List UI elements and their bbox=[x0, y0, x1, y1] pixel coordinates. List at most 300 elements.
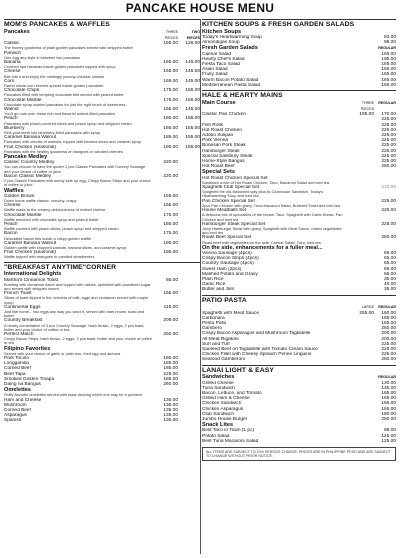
item-price-1: 185.00 bbox=[163, 135, 178, 141]
item-name: Grilled Cheese bbox=[202, 380, 234, 386]
item-description: Bite into it and enjoy the meltingly yummy cheddar cheese bbox=[4, 73, 105, 79]
item-price-2: 195.00 bbox=[381, 56, 396, 62]
item-name: Fish Rolls bbox=[202, 122, 224, 128]
item-price-2: 155.00 bbox=[185, 135, 200, 141]
item-description: Waffle made to the creamy deliciousness of melted cheese bbox=[4, 207, 106, 213]
item-price-2: 200.00 bbox=[381, 336, 396, 342]
item-description: Slices of toast dipped in the richness of milk, eggs and cinnamon served with maple syrup bbox=[4, 295, 149, 305]
item-name: All-Meat Rigatoni bbox=[202, 336, 239, 342]
item-description: Pancakes with chunks of walnuts, topped with banana slices and caramel syrup bbox=[4, 139, 142, 145]
item-name: Carbonara bbox=[202, 315, 225, 321]
item-name: Ham and Cheese bbox=[4, 397, 42, 403]
item-name: Corned Beef bbox=[4, 366, 31, 372]
item-name: Beef Tapa bbox=[4, 371, 26, 377]
group-title: On the side, enhancements for a fuller meal... bbox=[202, 244, 323, 251]
item-price-1: 185.00 bbox=[163, 250, 178, 256]
item-price-2: 225.00 bbox=[381, 117, 396, 123]
item-price-2: 145.00 bbox=[185, 78, 200, 84]
item-price-1 bbox=[350, 287, 374, 292]
item-price-1: 165.00 bbox=[163, 78, 178, 84]
item-name: Fiesta Taco Salad bbox=[202, 62, 241, 68]
menu-item bbox=[202, 439, 396, 444]
item-price-1 bbox=[350, 235, 374, 240]
item-price-1: 155.00 bbox=[163, 41, 178, 47]
item-description: Down home waffle classic, crunchy, crispy bbox=[4, 197, 77, 203]
item-price-1: 185.00 bbox=[163, 366, 178, 372]
item-name: Plain Rice bbox=[202, 276, 224, 282]
item-name: Surf and Turf bbox=[202, 341, 230, 347]
item-name: Classic bbox=[4, 41, 20, 47]
item-name: Hamburger Steak bbox=[202, 148, 240, 154]
item-price-2: 165.00 bbox=[381, 320, 396, 326]
item-price-2: 225.00 bbox=[381, 127, 396, 133]
column-header-2: REGULAR bbox=[378, 375, 396, 380]
group-title: Pancakes bbox=[4, 28, 30, 35]
item-price-2 bbox=[374, 176, 396, 181]
item-name: Caesar Salad bbox=[202, 51, 232, 57]
item-price-2: 225.00 bbox=[381, 153, 396, 159]
column-header-2: REGULAR bbox=[378, 305, 396, 310]
group-title: International Delights bbox=[4, 271, 62, 278]
item-price-1: 185.00 bbox=[163, 221, 178, 227]
item-price-2 bbox=[178, 222, 200, 227]
item-price-2: 98.00 bbox=[383, 40, 396, 46]
item-name: Best Taco in Town (1 pc) bbox=[202, 428, 255, 434]
item-price-2: 65.00 bbox=[383, 256, 396, 262]
item-price-2: 145.00 bbox=[185, 60, 200, 66]
item-name: Today's Heartwarming Soup bbox=[202, 35, 262, 40]
item-price-2: 165.00 bbox=[381, 77, 396, 83]
item-description: Crushed ripe bananas inside golden pancakes topped with syrup bbox=[4, 64, 116, 70]
item-name: Hot Roast Beef bbox=[202, 164, 235, 170]
item-price-2: 165.00 bbox=[381, 401, 396, 407]
section-title: KITCHEN SOUPS & FRESH GARDEN SALADS bbox=[202, 21, 355, 28]
item-name: Caramel Banana Walnut bbox=[4, 240, 57, 246]
item-price-2: 130.00 bbox=[381, 380, 396, 386]
item-name: Special Salisbury Steak bbox=[202, 153, 253, 159]
item-price-2: 155.00 bbox=[185, 97, 200, 103]
column-header-2 bbox=[178, 387, 200, 393]
section-title: PATIO PASTA bbox=[202, 296, 247, 304]
item-price-2: 83.00 bbox=[383, 35, 396, 40]
item-name: Hot Roast Chicken bbox=[202, 127, 242, 133]
item-price-2: 65.00 bbox=[383, 266, 396, 272]
item-price-2: 98.00 bbox=[383, 428, 396, 434]
item-price-2 bbox=[178, 203, 200, 208]
item-price-1: 220.00 bbox=[163, 160, 178, 166]
item-description: Roast beef with vegetables on the side, Caesar Salad, Taco, iced tea bbox=[202, 239, 321, 245]
group-title: Waffles bbox=[4, 187, 24, 194]
item-description: Spaghetti the old-fashioned way plus its Clubhouse Sandwich, Today's Heartwarming Soup and iced tea bbox=[202, 189, 324, 199]
item-price-2: 165.00 bbox=[381, 72, 396, 78]
item-description: Just like home... two eggs any way you want it, served with ham brown, toast and butter bbox=[4, 308, 145, 319]
item-description: Pancakes with peach-covered slices and peach syrup and whipped cream bbox=[4, 120, 132, 126]
item-price-2: 210.00 bbox=[381, 185, 396, 191]
item-price-1: 115.00 bbox=[163, 304, 178, 310]
item-name: Mediterranean Pasta Salad bbox=[202, 82, 261, 88]
item-name: Vienna Sausage (4pcs) bbox=[202, 250, 252, 256]
item-price-2: 165.00 bbox=[381, 51, 396, 57]
item-description: Sweet whole corn kernels spread inside golden pancakes bbox=[4, 83, 104, 89]
section-title: HALE & HEARTY MAINS bbox=[202, 92, 283, 100]
item-price-1: 135.00 bbox=[163, 397, 178, 403]
group-title: Omelettes bbox=[4, 387, 32, 394]
column-header-1: THREE PIECES bbox=[164, 29, 178, 40]
item-price-2: 260.00 bbox=[381, 326, 396, 332]
item-description: Fluffy flavorful omelettes served with toast-decking which one may be a problem bbox=[4, 392, 142, 398]
item-price-2 bbox=[178, 51, 200, 56]
item-price-1: 185.00 bbox=[163, 361, 178, 367]
item-price-1: 165.00 bbox=[163, 291, 178, 297]
item-description: A hearty combination of 3 pcs Country Sausage, hash brown, 2 eggs, 2 pcs toast, butter and your choice of coffee or tea bbox=[4, 322, 145, 332]
item-name: Pork Tocino bbox=[4, 356, 29, 361]
item-description: The homey goodness of plain golden pancakes served with whipped butter bbox=[4, 45, 133, 51]
menu-section bbox=[202, 90, 396, 293]
item-price-1: 135.00 bbox=[163, 402, 178, 408]
item-price-2 bbox=[178, 332, 200, 337]
item-name: Country Breakfast bbox=[4, 318, 43, 324]
item-description: A delicious mix of specialties of the house: Taco, Spaghetti with Garlic Bread, Pan Chicken and iced tea bbox=[202, 212, 343, 222]
item-name: Pesto Pollo bbox=[202, 320, 227, 326]
item-price-2 bbox=[178, 291, 200, 296]
item-name: Crispy Bacon Asparagus and Mushroom Tagliatelle bbox=[202, 331, 311, 337]
section-title: "BREAKFAST ANYTIME"CORNER bbox=[4, 263, 117, 271]
item-price-2 bbox=[178, 305, 200, 310]
item-name: Warm Bacon Potato Salad bbox=[202, 77, 259, 83]
item-price-2: 128.00 bbox=[185, 41, 200, 47]
item-price-1: 220.00 bbox=[163, 173, 178, 179]
item-price-2: 125.00 bbox=[381, 433, 396, 439]
item-name: Mushroom bbox=[4, 402, 27, 408]
item-description: Juicy Hamburger Steak with gravy, Spaghetti with Meat Sauce, mixed vegetables and iced tea bbox=[202, 225, 342, 236]
item-name: Best Tuna Macaroni Salad bbox=[202, 438, 259, 444]
item-name: Longganisa bbox=[4, 361, 29, 367]
group-title: Pancake Medley bbox=[4, 154, 48, 161]
item-description: Sink your teeth into blueberry-filled pancakes with syrup bbox=[4, 130, 101, 136]
column-header-1 bbox=[154, 346, 178, 352]
item-description: Pancakes filled with tempting chocolate bits served with peanut butter bbox=[4, 92, 124, 98]
item-price-1: 135.00 bbox=[163, 413, 178, 419]
item-price-2: 225.00 bbox=[381, 148, 396, 154]
menu-item bbox=[202, 357, 396, 362]
item-description: You'll go nuts over these rich and flavorful walnut-filled pancakes bbox=[4, 111, 116, 117]
item-name: Chocolate Marble bbox=[4, 97, 42, 103]
item-price-2: 165.00 bbox=[381, 82, 396, 88]
item-name: Club Sandwich bbox=[202, 411, 234, 417]
item-price-2: 40.00 bbox=[383, 282, 396, 288]
item-name: Home-Style Bangus bbox=[202, 159, 245, 165]
item-name: Potato Salad bbox=[202, 433, 230, 439]
item-name: Asian Salad bbox=[202, 67, 228, 73]
item-price-1 bbox=[350, 439, 374, 444]
item-price-2: 225.00 bbox=[381, 143, 396, 149]
menu-section bbox=[202, 295, 396, 363]
item-price-1: 208.00 bbox=[163, 318, 178, 324]
item-price-2: 155.00 bbox=[185, 88, 200, 94]
item-price-1: 195.00 bbox=[359, 112, 374, 118]
item-price-2: 135.00 bbox=[381, 385, 396, 391]
menu-section bbox=[4, 262, 200, 424]
item-price-1: 185.00 bbox=[163, 240, 178, 246]
item-price-2: 165.00 bbox=[381, 406, 396, 412]
item-price-1: 165.00 bbox=[163, 60, 178, 66]
item-name: Cheese bbox=[4, 69, 21, 75]
item-price-2: 155.00 bbox=[185, 125, 200, 131]
right-column bbox=[202, 19, 396, 554]
item-name: Almondigas Soup bbox=[202, 40, 240, 46]
item-name: House Meatballs Set bbox=[202, 208, 247, 214]
item-name: Spanish bbox=[4, 418, 22, 424]
item-name: Jumbo House Burger bbox=[202, 417, 248, 422]
item-price-2: 35.00 bbox=[383, 287, 396, 293]
group-header bbox=[4, 29, 200, 41]
item-name: Peach bbox=[4, 221, 18, 227]
item-price-2 bbox=[178, 213, 200, 218]
item-name: Asparagus bbox=[4, 413, 27, 419]
item-price-2: 65.00 bbox=[383, 271, 396, 277]
item-price-1: 185.00 bbox=[163, 144, 178, 150]
item-name: Peach bbox=[4, 116, 18, 122]
item-name: Pan Chicken Special Set bbox=[202, 198, 255, 204]
item-price-2: 165.00 bbox=[381, 396, 396, 402]
item-name: Banana bbox=[4, 60, 21, 66]
group-header bbox=[202, 100, 396, 112]
item-price-2: 170.00 bbox=[381, 112, 396, 118]
item-price-1 bbox=[350, 199, 374, 204]
item-name: Bacon Classic Medley bbox=[4, 173, 52, 179]
item-price-2: 155.00 bbox=[185, 116, 200, 122]
section-title: MOM'S PANCAKES & WAFFLES bbox=[4, 21, 110, 28]
item-price-1: 250.00 bbox=[163, 331, 178, 337]
item-description: Golden waffle with chopped walnuts, banana slices, and caramel syrup bbox=[4, 244, 127, 250]
item-name: Chocolate Marble bbox=[4, 212, 42, 218]
item-name: Walnut bbox=[4, 107, 19, 113]
group-title: Main Course bbox=[202, 99, 236, 106]
item-price-1 bbox=[350, 222, 374, 227]
item-name: Corned Beef bbox=[4, 408, 31, 414]
menu-title: PANCAKE HOUSE MENU bbox=[125, 1, 275, 15]
item-price-2: 200.00 bbox=[381, 331, 396, 337]
item-price-1 bbox=[350, 176, 374, 181]
item-price-2: 35.00 bbox=[383, 276, 396, 282]
item-name: Roast Beef Special Set bbox=[202, 235, 252, 241]
item-description: Delectable bacon bits inside a crispy golden waffle bbox=[4, 235, 91, 241]
item-name: Butter and Jam bbox=[202, 287, 235, 293]
item-price-1: 260.00 bbox=[163, 382, 178, 388]
item-price-2: 225.00 bbox=[381, 346, 396, 352]
item-price-1: 185.00 bbox=[163, 116, 178, 122]
item-price-1: 185.00 bbox=[163, 376, 178, 382]
item-name: Tuna Sandwich bbox=[202, 385, 235, 391]
item-price-2: 225.00 bbox=[381, 133, 396, 139]
item-name: Parwich bbox=[4, 50, 22, 56]
item-description: Sandwich a rice of Hot Roast Chicken, Taco, Macaroni Salad and iced tea bbox=[202, 179, 330, 185]
group-title: Sandwiches bbox=[202, 374, 235, 381]
menu-item bbox=[202, 287, 396, 292]
item-description: Waffle covered with peach slices, peach syrup and whipped cream bbox=[4, 226, 119, 232]
item-name: Smoked Golden Tinapa bbox=[4, 376, 55, 382]
item-price-2: 250.00 bbox=[381, 417, 396, 422]
item-price-1: 175.00 bbox=[163, 97, 178, 103]
item-price-2: 125.00 bbox=[381, 438, 396, 444]
item-price-2: 165.00 bbox=[381, 390, 396, 396]
item-price-1: 165.00 bbox=[163, 203, 178, 209]
column-header-2: REGULAR bbox=[378, 100, 396, 105]
item-price-1: 135.00 bbox=[163, 418, 178, 424]
item-name: Garlic Rice bbox=[202, 282, 226, 288]
menu-item bbox=[202, 83, 396, 88]
item-name: Adobo Sulipan bbox=[202, 133, 234, 139]
item-price-2: 165.00 bbox=[381, 62, 396, 68]
item-price-2: 165.00 bbox=[381, 67, 396, 73]
item-name: Crispy Bacon Strips (4pcs) bbox=[202, 256, 259, 262]
item-name: Corn bbox=[4, 78, 15, 84]
item-name: Cheese bbox=[4, 203, 21, 209]
item-name: Perfect Match bbox=[4, 331, 34, 337]
item-price-2 bbox=[178, 231, 200, 236]
item-description: You can choose to have the quoter 2 pcs Classic Pancakes with Country Sausage and your choice of coffee or juice bbox=[4, 164, 146, 174]
item-price-2 bbox=[178, 418, 200, 423]
column-header-1: THREE PIECES bbox=[360, 100, 374, 112]
item-name: Daing na Bangus bbox=[4, 382, 41, 388]
item-price-2 bbox=[178, 174, 200, 179]
item-price-2: 260.00 bbox=[381, 357, 396, 363]
item-price-1: 165.00 bbox=[163, 69, 178, 75]
column-header-2 bbox=[178, 346, 200, 352]
item-price-2: 225.00 bbox=[381, 122, 396, 128]
left-column bbox=[4, 19, 200, 554]
item-name: Chicken Fillet with Cheesy Spinach Penne Linguine bbox=[202, 352, 312, 358]
column-header-2: TWO PIECES bbox=[186, 29, 200, 40]
item-name: Hamburger Steak Special Set bbox=[202, 221, 266, 227]
item-price-2: 260.00 bbox=[381, 164, 396, 170]
item-name: Fruit Chicken (seasonal) bbox=[4, 250, 56, 256]
item-price-1 bbox=[154, 51, 178, 56]
item-name: French Toast bbox=[4, 291, 32, 297]
item-price-2: 65.00 bbox=[383, 250, 396, 256]
group-title: Special Sets bbox=[202, 169, 235, 176]
item-name: Chocolate Chips bbox=[4, 88, 40, 94]
item-name: Classic Country Medley bbox=[4, 160, 55, 166]
item-description: Waffle enriched with chocolate syrup and peanut butter bbox=[4, 216, 99, 222]
item-description: 2 pcs Classic Pancakes with sunny side up egg, Crispy Bacon Strips and your choice of coffee or juice bbox=[4, 178, 151, 188]
item-price-1 bbox=[350, 357, 374, 362]
item-name: Bacon, Lettuce, and Tomato bbox=[202, 390, 262, 396]
item-price-2: 65.00 bbox=[383, 261, 396, 267]
menu-section bbox=[202, 19, 396, 88]
item-price-2 bbox=[178, 318, 200, 323]
item-price-2: 225.00 bbox=[381, 352, 396, 358]
item-name: Hot Roast Chicken Special Set bbox=[202, 175, 268, 181]
item-name: Martha's Cinnamon Toast bbox=[4, 277, 59, 283]
item-price-2: 225.00 bbox=[381, 221, 396, 227]
item-price-2: 155.00 bbox=[185, 144, 200, 150]
item-name: Chicken Asparagus bbox=[202, 406, 244, 412]
group-title: Filipino Favorites bbox=[4, 345, 51, 352]
item-name: Bonesan Pork Steak bbox=[202, 143, 246, 149]
column-divider bbox=[200, 19, 201, 554]
item-name: Golden Brown bbox=[4, 193, 35, 199]
item-name: Pork Vienna bbox=[202, 138, 229, 144]
item-price-2: 225.00 bbox=[381, 208, 396, 214]
item-price-1: 85.00 bbox=[165, 277, 178, 283]
item-price-2 bbox=[178, 160, 200, 165]
item-price-1: 175.00 bbox=[163, 88, 178, 94]
item-name: Sweet Ham (2pcs) bbox=[202, 266, 242, 272]
item-name: Classic Pan Chicken bbox=[202, 112, 246, 118]
item-description: Chocolate syrup-swirled pancakes for just the right touch of sweetness bbox=[4, 101, 126, 107]
group-title: Fresh Garden Salads bbox=[202, 45, 258, 52]
item-price-1 bbox=[350, 208, 374, 213]
item-price-1 bbox=[350, 83, 374, 88]
item-name: Seafood Gamberoni bbox=[202, 357, 245, 363]
item-price-2: 260.00 bbox=[381, 235, 396, 241]
item-name: Continental Eggs bbox=[4, 304, 41, 310]
item-price-2: 160.00 bbox=[381, 310, 396, 316]
item-description: Bursting with cinnamon flavor and topped with raisins, sprinkled with powdered sugar and served with whipped cream bbox=[4, 281, 151, 291]
item-name: Gambero bbox=[202, 326, 222, 332]
item-name: Sauteed Beef on Tagliatelle with Tomato Cream Sauce bbox=[202, 346, 318, 352]
item-price-1: 135.00 bbox=[163, 408, 178, 414]
menu-section bbox=[4, 19, 200, 260]
item-name: Fruit Chicken (seasonal) bbox=[4, 144, 56, 150]
item-price-1 bbox=[350, 185, 374, 190]
item-price-2: 145.00 bbox=[185, 107, 200, 113]
item-name: Grilled Ham & Cheese bbox=[202, 396, 250, 402]
item-price-2: 180.00 bbox=[381, 411, 396, 417]
group-title: Kitchen Soups bbox=[202, 28, 242, 35]
item-price-1: 185.00 bbox=[163, 356, 178, 361]
column-header-1 bbox=[154, 387, 178, 393]
item-name: Blueberry bbox=[4, 125, 25, 131]
item-name: Chicken Sandwich bbox=[202, 401, 242, 407]
item-name: Caramel Banana Walnut bbox=[4, 135, 57, 141]
column-header-1: LARGE bbox=[361, 305, 374, 310]
item-name: Fruity Salad bbox=[202, 72, 228, 78]
item-name: Spaghetti Club Special Set bbox=[202, 185, 260, 191]
item-price-1: 175.00 bbox=[163, 231, 178, 237]
section-title: LANAI LIGHT & EASY bbox=[202, 366, 275, 374]
item-description: Crispy Bacon Strips, hash brown, 2 eggs, 2 pcs toast, butter and your choice of coffee or tea bbox=[4, 336, 152, 346]
item-name: Spaghetti with Meat Sauce bbox=[202, 310, 260, 316]
item-price-2: 145.00 bbox=[185, 69, 200, 75]
item-price-2 bbox=[178, 278, 200, 283]
item-price-1: 255.00 bbox=[359, 310, 374, 316]
item-price-2: 225.00 bbox=[381, 341, 396, 347]
item-price-1: 155.00 bbox=[163, 193, 178, 199]
menu-section bbox=[202, 365, 396, 444]
group-title: Snack Lites bbox=[202, 422, 234, 429]
item-price-2: 225.00 bbox=[381, 198, 396, 204]
item-price-2 bbox=[178, 250, 200, 255]
item-name: Country Sausage (4pcs) bbox=[202, 261, 254, 267]
item-price-2 bbox=[178, 194, 200, 199]
column-header-2: REGULAR bbox=[378, 46, 396, 51]
item-name: Bacon bbox=[4, 231, 18, 237]
item-price-1: 165.00 bbox=[163, 107, 178, 113]
item-description: One egg any style in between two pancakes bbox=[4, 54, 81, 60]
item-price-2 bbox=[178, 241, 200, 246]
menu-item bbox=[4, 418, 200, 423]
service-charge-notice: ALL ITEMS ARE SUBJECT TO 10% SERVICE CHARGE. PRICES ARE IN PHILIPPINE PESO AND ARE SUBJECT TO CHANGE WITHOUT PRIOR NOTICE. bbox=[202, 447, 396, 461]
item-name: Hearty Chef's Salad bbox=[202, 56, 245, 62]
item-name: Mashed Potato and Gravy bbox=[202, 271, 258, 277]
item-price-1: 175.00 bbox=[163, 212, 178, 218]
item-description: 2pcs Pan Chicken with gravy, Tuna Macaroni Salad, Buttered Toast and iced tea bbox=[202, 202, 341, 208]
item-price-2: 225.00 bbox=[381, 159, 396, 165]
item-price-1: 185.00 bbox=[163, 125, 178, 131]
item-description: Pancakes with the healthy goodness of mangoes or candied cherries bbox=[4, 148, 123, 154]
